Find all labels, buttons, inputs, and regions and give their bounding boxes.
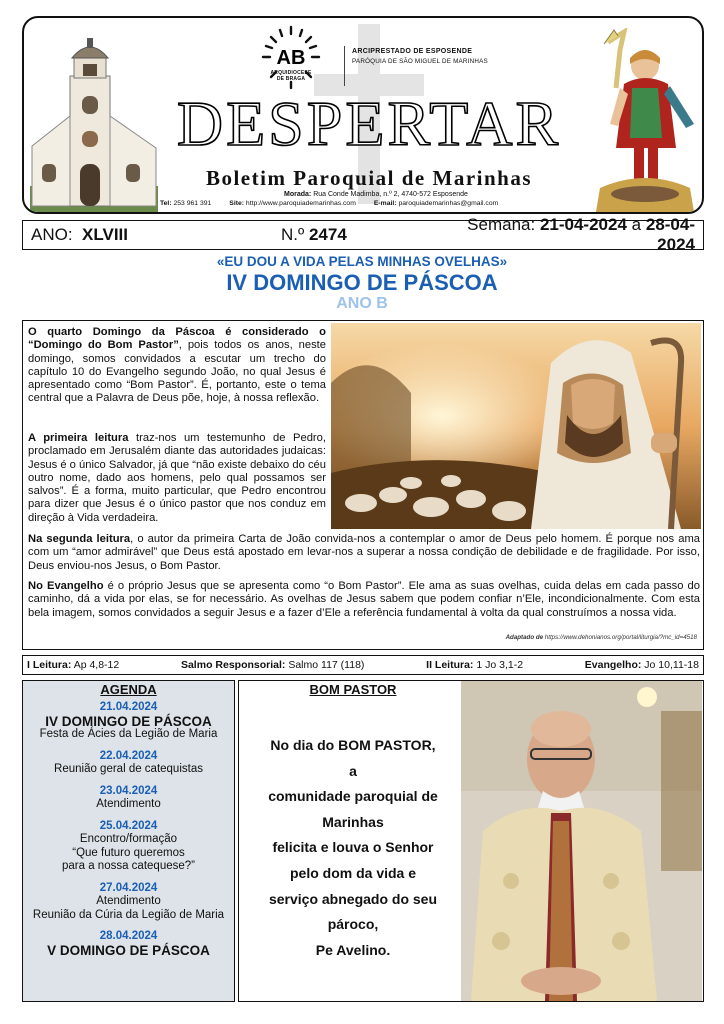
headline-kicker: «EU DOU A VIDA PELAS MINHAS OVELHAS» — [216, 254, 508, 269]
bom-pastor-title: BOM PASTOR — [309, 682, 397, 697]
agenda-title: AGENDA — [100, 682, 157, 697]
good-shepherd-painting — [331, 323, 701, 529]
article-paragraph-3: Na segunda leitura, o autor da primeira Carta de João convida-nos a contemplar o amor de Deus pelo homem. É porque nos ama com um “amor admirável” que Deus está apostado em levar-nos a superar a nossa condição de debilidade e de fragilidade. Por isso, Deus enviou-nos Jesus, o Bom Pastor. — [28, 533, 700, 572]
first-reading: I Leitura: Ap 4,8-12 — [27, 659, 120, 671]
contacts — [160, 200, 580, 207]
agenda-item: 23.04.2024 Atendimento — [96, 784, 161, 810]
article-paragraph-1: O quarto Domingo da Páscoa é considerado o “Domingo do Bom Pastor”, pois todos os anos, neste domingo, somos convidados a escutar um trecho do capítulo 10 do Evangelho segundo João, no qual Jesus é apresentado como “Bom Pastor”. É, portanto, este o tema central que a Palavra de Deus põe, hoje, à nossa reflexão. — [28, 326, 326, 405]
article-paragraph-4: No Evangelho é o próprio Jesus que se apresenta como “o Bom Pastor”. Ele ama as suas ovelhas, cuida delas em cada passo do caminho, dá a vida por elas, se for necessário. As ovelhas de Jesus sabem que podem confiar n’Ele, incondicionalmente. Com esta bela imagem, somos convidados a seguir Jesus e a fazer d’Ele a referência fundamental à volta da qual construímos a nossa vida. — [28, 580, 700, 619]
logo-divider — [344, 46, 345, 86]
issue-year: ANO: XLVIII — [31, 225, 128, 244]
priest-photo — [461, 681, 702, 1001]
readings-bar — [22, 655, 704, 675]
gospel: Evangelho: Jo 10,11-18 — [584, 659, 699, 671]
svg-text:AB: AB — [276, 47, 306, 69]
agenda-item: 28.04.2024 V DOMINGO DE PÁSCOA — [47, 930, 210, 958]
website[interactable]: Site: http://www.paroquiademarinhas.com — [229, 200, 356, 207]
issue-week: Semana: 21-04-2024 a 28-04-2024 — [467, 215, 695, 254]
paroquia-label: PARÓQUIA DE SÃO MIGUEL DE MARINHAS — [352, 58, 488, 65]
archdiocese-logo — [250, 24, 332, 94]
bom-pastor-box — [238, 680, 704, 1002]
agenda-item: 21.04.2024 IV DOMINGO DE PÁSCOA Festa de Ácies da Legião de Maria — [39, 701, 218, 740]
archiprestado-label: ARCIPRESTADO DE ESPOSENDE — [352, 48, 473, 55]
second-reading: II Leitura: 1 Jo 3,1-2 — [426, 659, 524, 671]
logo-caption: ARQUIDIOCESE DE BRAGA — [270, 70, 312, 82]
issue-bar — [22, 215, 704, 254]
bulletin-subtitle: Boletim Paroquial de Marinhas — [205, 166, 533, 190]
phone: Tel: 253 961 391 — [160, 200, 212, 207]
email[interactable]: E-mail: paroquiademarinhas@gmail.com — [373, 200, 499, 207]
agenda-item: 25.04.2024 Encontro/formação “Que futuro queremos para a nossa catequese?” — [62, 819, 195, 872]
issue-number: N.º 2474 — [281, 225, 347, 244]
main-article — [22, 320, 704, 650]
bom-pastor-message: No dia do BOM PASTOR, a comunidade paroquial de Marinhas felicita e louva o Senhor pelo dom da vida e serviço abnegado do seu pároco, Pe Avelino. — [268, 737, 438, 958]
psalm: Salmo Responsorial: Salmo 117 (118) — [180, 659, 365, 671]
address: Morada: Rua Conde Madimba, n.º 2, 4740-572 Esposende — [284, 191, 468, 198]
article-paragraph-2: A primeira leitura traz-nos um testemunho de Pedro, proclamado em Jerusalém diante das autoridades judaicas: Jesus é o único Salvador, já que “não existe debaixo do céu outro nome, dado aos homens, pelo qual possamos ser salvos”. É a forma, muito particular, que Pedro encontrou para dizer que Jesus é o único pastor que nos conduz em direção à Vida verdadeira. — [28, 432, 326, 524]
headline-year: ANO B — [336, 295, 388, 312]
agenda-item: 27.04.2024 Atendimento Reunião da Cúria da Legião de Maria — [32, 881, 225, 921]
agenda-item: 22.04.2024 Reunião geral de catequistas — [54, 749, 203, 775]
agenda-box — [22, 680, 235, 1002]
bulletin-title: DESPERTAR — [176, 88, 562, 159]
saint-michael-statue — [590, 28, 700, 212]
article-source[interactable]: Adaptado de https://www.dehonianos.org/portal/liturgia/?mc_id=4518 — [505, 634, 697, 641]
masthead — [22, 16, 704, 214]
headline-title: IV DOMINGO DE PÁSCOA — [226, 270, 498, 295]
